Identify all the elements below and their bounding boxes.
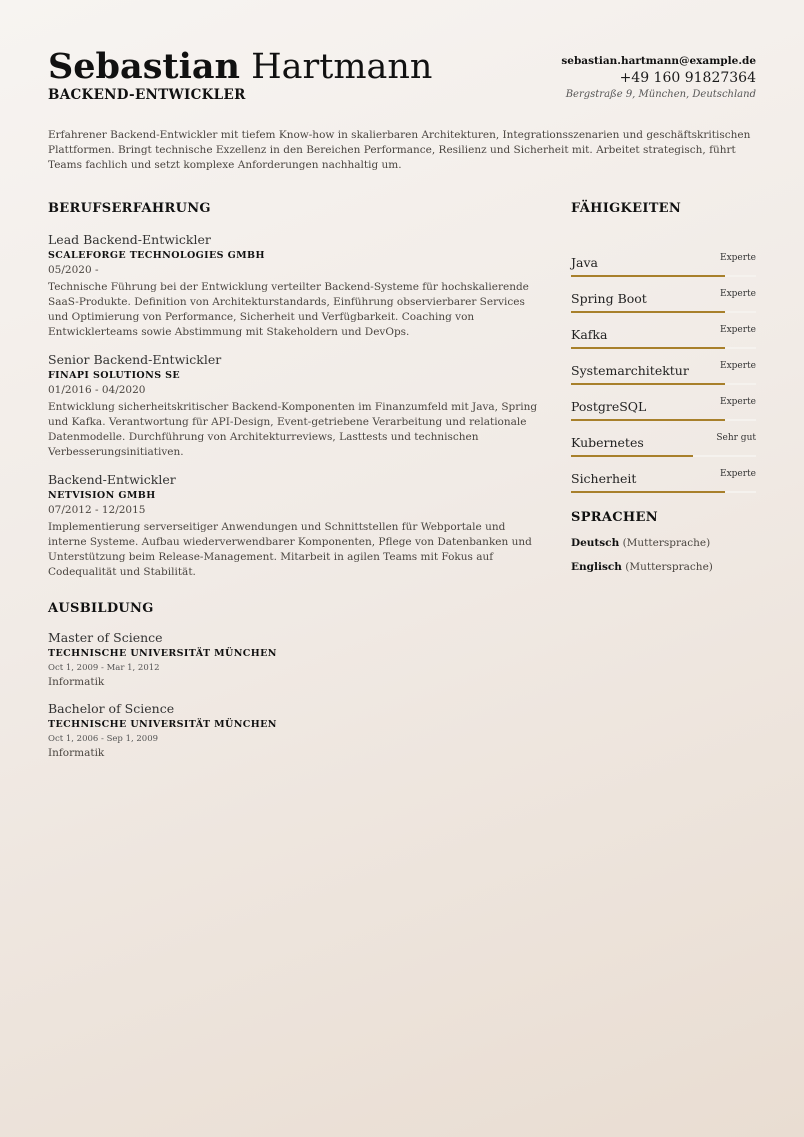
job-company: SCALEFORGE TECHNOLOGIES GMBH: [48, 250, 265, 261]
edu-dates: Oct 1, 2006 - Sep 1, 2009: [48, 734, 159, 744]
skill-level: Sehr gut: [716, 433, 756, 443]
language-item: [571, 536, 756, 551]
skill-name: Kafka: [571, 327, 608, 342]
skill-name: Kubernetes: [571, 435, 644, 450]
language-level: (Muttersprache): [622, 537, 711, 549]
job-entry: [48, 352, 540, 460]
education-entry: [48, 701, 540, 760]
job-company: NETVISION GMBH: [48, 490, 156, 501]
languages-heading: SPRACHEN: [571, 510, 658, 525]
resume-page: [48, 0, 756, 1137]
skill-name: Spring Boot: [571, 291, 647, 306]
job-description: Entwicklung sicherheitskritischer Backend-Komponenten im Finanzumfeld mit Java, Spring und Kafka. Verantwortung für API-Design, Event-getriebene Verarbeitung und relationale Datenmodelle. Durchführung von Architekturreviews, Lasttests und technischen Verbesserungsinitiativen.: [48, 401, 538, 458]
skills-heading: FÄHIGKEITEN: [571, 201, 682, 216]
job-role: Backend-Entwickler: [48, 472, 176, 487]
edu-degree: Bachelor of Science: [48, 701, 175, 716]
skill-level: Experte: [720, 253, 756, 263]
edu-school: TECHNISCHE UNIVERSITÄT MÜNCHEN: [48, 648, 277, 659]
skill-level: Experte: [720, 325, 756, 335]
skill-name: Systemarchitektur: [571, 363, 689, 378]
job-title: BACKEND-ENTWICKLER: [48, 87, 246, 103]
job-entry: [48, 232, 540, 340]
job-description: Implementierung serverseitiger Anwendungen und Schnittstellen für Webportale und interne Systeme. Aufbau wiederverwendbarer Komponenten, Pflege von Datenbanken und Unterstützung beim Release-Management. Mitarbeit in agilen Teams mit Fokus auf Codequalität und Stabilität.: [48, 521, 532, 578]
language-item: [571, 560, 756, 575]
resume-header: [48, 46, 756, 116]
language-level: (Muttersprache): [625, 561, 713, 573]
skill-bar-fill: [571, 491, 725, 493]
skill-item: [571, 326, 756, 378]
job-dates: 01/2016 - 04/2020: [48, 384, 146, 396]
edu-field: Informatik: [48, 676, 105, 688]
profile-summary: Erfahrener Backend-Entwickler mit tiefem Know-how in skalierbaren Architekturen, Integrationsszenarien und geschäftskritischen Plattformen. Bringt technische Exzellenz in den Bereichen Performance, Resilienz und Sicherheit mit. Arbeitet strategisch, führt Teams fachlich und setzt komplexe Anforderungen nachhaltig um.: [48, 129, 751, 171]
skill-item: [571, 218, 756, 270]
skill-item: [571, 434, 756, 486]
skill-bar-track: [571, 491, 756, 493]
skill-name: Java: [571, 255, 598, 270]
last-name: Hartmann: [251, 47, 433, 87]
postal-address: Bergstraße 9, München, Deutschland: [565, 89, 756, 100]
skills-list: [571, 218, 756, 486]
first-name: Sebastian: [48, 46, 240, 87]
skill-item: [571, 362, 756, 414]
contact-block: [561, 54, 756, 102]
job-role: Senior Backend-Entwickler: [48, 352, 222, 367]
phone-number[interactable]: +49 160 91827364: [619, 70, 756, 86]
experience-heading: BERUFSERFAHRUNG: [48, 201, 211, 216]
job-dates: 07/2012 - 12/2015: [48, 504, 146, 516]
job-description: Technische Führung bei der Entwicklung verteilter Backend-Systeme für hochskalierende SaaS-Produkte. Definition von Architekturstandards, Einführung observierbarer Services und Optimierung von Performance, Sicherheit und Verfügbarkeit. Coaching von Entwicklerteams sowie Abstimmung mit Stakeholdern und DevOps.: [48, 281, 529, 338]
skill-level: Experte: [720, 289, 756, 299]
main-column: [48, 200, 540, 760]
education-heading: AUSBILDUNG: [48, 601, 154, 616]
skill-level: Experte: [720, 397, 756, 407]
language-name: Deutsch: [571, 537, 620, 549]
email-address[interactable]: sebastian.hartmann@example.de: [561, 55, 756, 67]
job-role: Lead Backend-Entwickler: [48, 232, 211, 247]
job-entry: [48, 472, 540, 580]
skill-name: Sicherheit: [571, 471, 637, 486]
edu-field: Informatik: [48, 747, 105, 759]
edu-school: TECHNISCHE UNIVERSITÄT MÜNCHEN: [48, 719, 277, 730]
edu-degree: Master of Science: [48, 630, 163, 645]
full-name: [48, 46, 432, 88]
language-name: Englisch: [571, 561, 622, 573]
skill-level: Experte: [720, 469, 756, 479]
side-column: [571, 200, 756, 575]
skill-level: Experte: [720, 361, 756, 371]
job-dates: 05/2020 -: [48, 264, 99, 276]
education-entry: [48, 630, 540, 689]
skill-item: [571, 254, 756, 306]
job-company: FINAPI SOLUTIONS SE: [48, 370, 181, 381]
skill-item: [571, 398, 756, 450]
skill-name: PostgreSQL: [571, 399, 647, 414]
edu-dates: Oct 1, 2009 - Mar 1, 2012: [48, 663, 160, 673]
skill-item: [571, 290, 756, 342]
